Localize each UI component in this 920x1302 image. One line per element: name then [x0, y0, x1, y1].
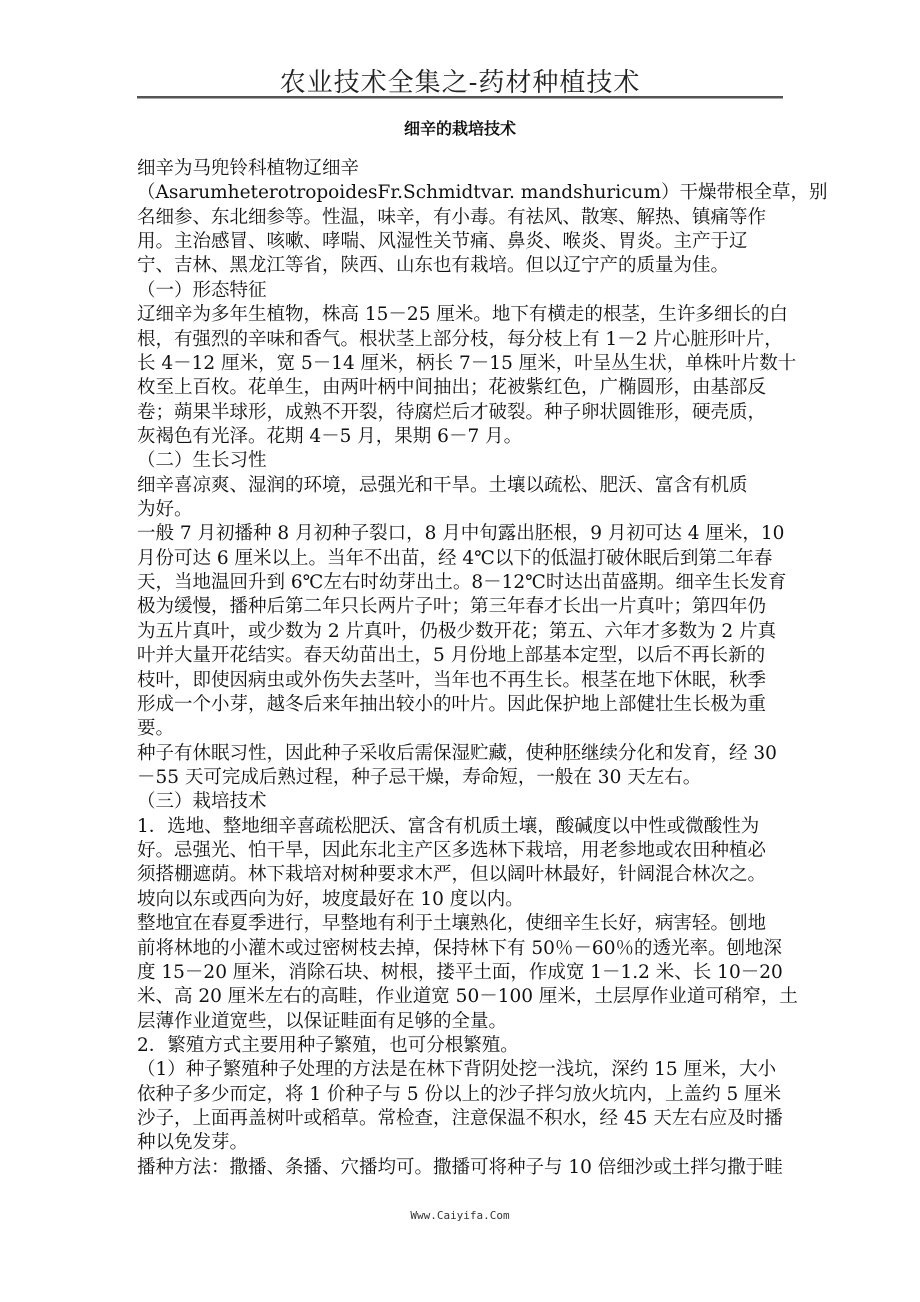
text-line: 枚至上百枚。花单生，由两叶柄中间抽出；花被紫红色，广椭圆形，由基部反 — [137, 377, 767, 399]
text-line: 须搭棚遮荫。林下栽培对树种要求木严，但以阔叶林最好，针阔混合林次之。 — [137, 864, 767, 886]
text-line: 形成一个小芽，越冬后来年抽出较小的叶片。因此保护地上部健壮生长极为重 — [137, 693, 767, 715]
document-title: 细辛的栽培技术 — [403, 119, 516, 138]
text-line: 灰褐色有光泽。花期 4－5 月，果期 6－7 月。 — [137, 425, 523, 447]
text-line: 一般 7 月初播种 8 月初种子裂口，8 月中旬露出胚根，9 月初可达 4 厘米，10 — [137, 523, 785, 545]
text-line: 1．选地、整地细辛喜疏松肥沃、富含有机质土壤，酸碱度以中性或微酸性为 — [137, 815, 760, 837]
header-divider — [137, 96, 783, 99]
text-line: 层薄作业道宽些，以保证畦面有足够的全量。 — [137, 1010, 508, 1032]
text-line: 度 15－20 厘米，消除石块、树根，搂平土面，作成宽 1－1.2 米、长 10－20 — [137, 961, 783, 983]
text-line: 月份可达 6 厘米以上。当年不出苗，经 4℃以下的低温打破休眠后到第二年春 — [137, 547, 773, 569]
text-line: （二）生长习性 — [137, 450, 267, 472]
text-line: 播种方法：撒播、条播、穴播均可。撒播可将种子与 10 倍细沙或土拌匀撒于畦 — [137, 1156, 783, 1178]
text-line: 细辛为马兜铃科植物辽细辛 — [137, 158, 360, 179]
text-line: 卷；蒴果半球形，成熟不开裂，待腐烂后才破裂。种子卵状圆锥形，硬壳质， — [137, 401, 767, 423]
text-line: 要。 — [137, 718, 175, 740]
text-line: 种以免发芽。 — [137, 1132, 249, 1154]
document-body — [137, 157, 828, 1180]
text-line: 名细参、东北细参等。性温，味辛，有小毒。有祛风、散寒、解热、镇痛等作 — [137, 206, 767, 228]
text-line: 枝叶，即使因病虫或外伤失去茎叶，当年也不再生长。根茎在地下休眠，秋季 — [137, 669, 767, 691]
text-line: 米、高 20 厘米左右的高畦，作业道宽 50－100 厘米，土层厚作业道可稍窄，土 — [137, 986, 798, 1008]
text-line: 根，有强烈的辛味和香气。根状茎上部分枝，每分枝上有 1－2 片心脏形叶片， — [137, 328, 783, 350]
text-line: 沙子，上面再盖树叶或稻草。常检查，注意保温不积水，经 45 天左右应及时播 — [137, 1108, 783, 1130]
text-line: 为好。 — [137, 499, 193, 521]
text-line: 长 4－12 厘米，宽 5－14 厘米，柄长 7－15 厘米，叶呈丛生状，单株叶片数十 — [137, 352, 797, 374]
text-line: 整地宜在春夏季进行，早整地有利于土壤熟化，使细辛生长好，病害轻。刨地 — [137, 913, 767, 935]
text-line: 依种子多少而定，将 1 价种子与 5 份以上的沙子拌匀放火坑内，上盖约 5 厘米 — [137, 1083, 782, 1105]
page-header-title: 农业技术全集之-药材种植技术 — [279, 68, 641, 98]
text-line: 前将林地的小灌木或过密树枝去掉，保持林下有 50％－60％的透光率。刨地深 — [137, 937, 782, 959]
text-line: 好。忌强光、怕干旱，因此东北主产区多选林下栽培，用老参地或农田种植必 — [137, 840, 767, 862]
text-line: （AsarumheterotropoidesFr.Schmidtvar. mandshuricum）干燥带根全草，别 — [137, 182, 828, 204]
text-line: 叶并大量开花结实。春天幼苗出土，5 月份地上部基本定型，以后不再长新的 — [137, 645, 766, 667]
text-line: 宁、吉林、黑龙江等省，陕西、山东也有栽培。但以辽宁产的质量为佳。 — [137, 255, 730, 277]
text-line: 细辛喜凉爽、湿润的环境，忌强光和干旱。土壤以疏松、肥沃、富含有机质 — [137, 474, 748, 496]
text-line: －55 天可完成后熟过程，种子忌干燥，寿命短，一般在 30 天左右。 — [137, 766, 702, 788]
text-line: 种子有休眠习性，因此种子采收后需保湿贮藏，使种胚继续分化和发育，经 30 — [137, 742, 777, 764]
text-line: 坡向以东或西向为好，坡度最好在 10 度以内。 — [137, 888, 524, 910]
text-line: 用。主治感冒、咳嗽、哮喘、风湿性关节痛、鼻炎、喉炎、胃炎。主产于辽 — [137, 231, 748, 253]
text-line: 为五片真叶，或少数为 2 片真叶，仍极少数开花；第五、六年才多数为 2 片真 — [137, 620, 777, 642]
text-line: （三）栽培技术 — [137, 791, 267, 813]
text-line: 天，当地温回升到 6℃左右时幼芽出土。8－12℃时达出苗盛期。细辛生长发育 — [137, 572, 787, 594]
text-line: 辽细辛为多年生植物，株高 15－25 厘米。地下有横走的根茎，生许多细长的白 — [137, 304, 788, 326]
text-line: 2．繁殖方式主要用种子繁殖，也可分根繁殖。 — [137, 1034, 519, 1056]
text-line: （1）种子繁殖种子处理的方法是在林下背阴处挖一浅坑，深约 15 厘米，大小 — [137, 1059, 777, 1081]
text-line: 极为缓慢，播种后第二年只长两片子叶；第三年春才长出一片真叶；第四年仍 — [137, 596, 767, 618]
text-line: （一）形态特征 — [137, 279, 267, 301]
page-footer-url: Www.Caiyifa.Com — [410, 1209, 510, 1222]
